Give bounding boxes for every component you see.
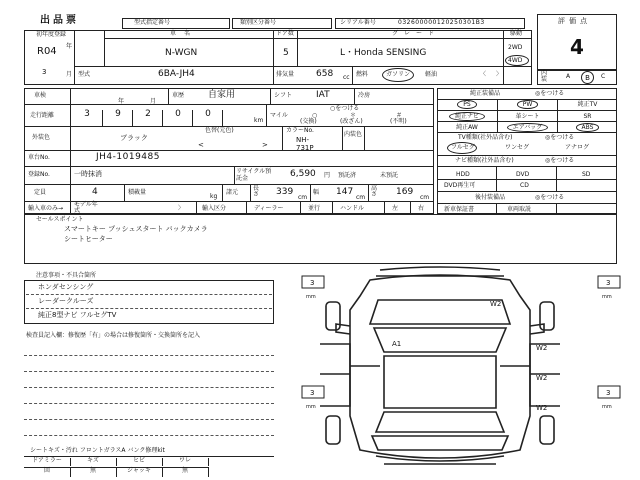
length-unit: cm: [298, 194, 308, 201]
inspector-note: 検査員記入欄：修復歴「有」の場合は修復箇所・交換箇所を記入: [26, 332, 201, 339]
recycle-value: 6,590: [290, 169, 316, 179]
warranty: 新車保証書: [444, 206, 475, 213]
fuel-gas: ガソリン: [386, 71, 411, 78]
load-unit: kg: [210, 193, 218, 200]
handle-label: ハンドル: [340, 205, 365, 212]
equipment-item: [437, 99, 497, 110]
tire-depth-unit: mm: [306, 294, 316, 300]
doors-value: 5: [283, 48, 289, 58]
tv-oneseg: ワンセグ: [505, 144, 530, 151]
drive-2wd: 2WD: [508, 44, 523, 51]
mileage-digit-cell: 2: [132, 110, 163, 126]
equipment-item-label: SR: [583, 113, 592, 120]
model-label: 型式: [78, 71, 91, 78]
car-name: N-WGN: [165, 48, 198, 58]
recycle-none: 未預託: [380, 172, 399, 179]
width-unit: cm: [356, 194, 366, 201]
serial-label: シリアル番号: [340, 19, 376, 26]
sales-point-2: シートヒーター: [64, 235, 113, 243]
damage-mark: W2: [536, 404, 548, 412]
equipment-item: [557, 99, 617, 110]
defect-header: キズ: [70, 458, 117, 466]
navi-sd: SD: [582, 171, 591, 178]
fuel-diesel: 軽油: [425, 71, 438, 78]
manual: 車両取説: [507, 206, 532, 213]
mileage-opt-tamper: (改ざん): [340, 118, 363, 125]
car-name-label: 車名: [170, 30, 199, 37]
year-unit: 年: [66, 43, 73, 50]
dealer-opt: ディーラー: [254, 205, 284, 212]
cert-label: 型式指定番号: [134, 19, 171, 26]
auction-sheet: 出品票 型式指定番号 類別区分番号 シリアル番号 032600000120250301B3 初年度登録 R04 年 3 月 車名 N-WGN ドア数 5 グレード L・Honda SENSING 駆動 2WD 4WD 型式 6BA-JH4 排気量 658 cc 燃料 ガソリン 軽油 〈 〉 評価点 4 内装 A B C 車検 車歴 自家用 シフト IAT 冷房 年 月 走行距離 3 9 2 0 0 km マイル ○をつける ○ ＊ ＃ (交換) (改ざん) (不明) 外装色 ブラック 色替(元色) < > カラーNo. NH-731P 内装色 車台No. JH4-1019485 登録No. 一時抹消 リサイクル預託金 6,590 円 預託済 未預託 定員 4 積載量 kg 諸元 長さ 339 cm 幅 147 cm 高さ 169 cm 輸入車のみ→ モデル年式 〉 輸入区分 ディーラー 並行 ハンドル 左 右 純正装備品 ◎をつける PS PW 純正TV 純正ナビ 革シート SR 純正AW エアバッグ ABS TV種類(社外品含む) ◎をつける フルセグ ワンセグ アナログ ナビ種類(社外品含む) ◎をつける HDD DVD SD DVD再生可 CD 後付装備品 ◎をつける 新車保証書 車両取説 セールスポイント スマートキー プッシュスタート バックカメラ シートヒーター 注意事項・不具合箇所 ホンダセンシング レーダークルーズ 純正8型ナビ フルセグTV 検査員記入欄：修復歴「有」の場合は修復箇所・交換箇所を記入 シートキズ・汚れ フロントガラスA バンク修理kit ドアミラー 回 キズ 無 ヒビ ジャッキ ワレ 無 3 mm 3 mm 3 mm 3 mm W2 A1 W2 W2 W2: [0, 0, 640, 480]
inspection-label: 車検: [34, 92, 47, 99]
chassis-label: 車台No.: [28, 154, 50, 161]
navi-title: ナビ種類(社外品含む): [455, 157, 514, 164]
month-unit-2: 月: [150, 98, 157, 105]
cc-label: 排気量: [276, 71, 295, 78]
serial-number: 032600000120250301B3: [398, 19, 485, 26]
sales-point-1: スマートキー プッシュスタート バックカメラ: [64, 225, 208, 233]
navi-note: ◎をつける: [545, 157, 575, 164]
equipment-item-label: PS: [457, 100, 476, 109]
equipment-item: [557, 121, 617, 132]
equipment-item-label: 純正TV: [577, 101, 598, 108]
defect-value: 回: [24, 467, 71, 477]
model-value: 6BA-JH4: [158, 69, 195, 79]
sheet-title: 出品票: [40, 15, 79, 26]
model-year-label: モデル年式: [74, 201, 98, 214]
score-label: 評価点: [558, 17, 591, 25]
fuel-label: 燃料: [356, 71, 369, 78]
defect-header: ワレ: [162, 458, 209, 466]
equipment-item: [497, 99, 557, 110]
doors-label: ドア数: [276, 30, 294, 37]
equipment-item: [437, 110, 497, 121]
length-value: 339: [276, 187, 294, 197]
size-label: 諸元: [226, 189, 239, 196]
equipment-item-label: 純正AW: [456, 124, 478, 131]
ac-label: 冷房: [358, 92, 371, 99]
interior-grade-c: C: [601, 73, 606, 80]
tire-depth-value: 3: [310, 279, 315, 287]
reg-no-label: 登録No.: [28, 171, 50, 178]
equipment-item-label: エアバッグ: [507, 123, 549, 132]
navi-cd: CD: [520, 182, 529, 189]
equipment-item-label: 純正ナビ: [449, 112, 485, 121]
import-label: 輸入車のみ→: [28, 205, 64, 212]
navi-dvd: DVD: [516, 171, 530, 178]
damage-mark: W2: [536, 374, 548, 382]
tire-depth-value: 3: [606, 279, 611, 287]
mileage-digit-cell: 0: [162, 110, 193, 126]
shift-value: IAT: [316, 90, 330, 100]
width-value: 147: [336, 187, 354, 197]
parallel-opt: 並行: [308, 205, 321, 212]
import-cat-label: 輸入区分: [202, 205, 227, 212]
month-unit: 月: [66, 71, 73, 78]
exterior-color-value: ブラック: [120, 134, 148, 142]
history-label: 車歴: [172, 92, 185, 99]
tv-note: ◎をつける: [545, 134, 575, 141]
reg-no-value: 一時抹消: [74, 170, 102, 178]
tv-fullseg: フルセグ: [451, 144, 475, 151]
defect-header: ヒビ: [116, 458, 163, 466]
bottom-note: シートキズ・汚れ フロントガラスA バンク修理kit: [30, 447, 165, 454]
interior-label: 内装: [541, 70, 548, 83]
color-no-label: カラーNo.: [286, 127, 314, 134]
mileage-opt-replace: (交換): [300, 118, 317, 125]
sales-point-label: セールスポイント: [36, 216, 84, 223]
height-label: 高さ: [371, 185, 378, 198]
mileage-unit: km: [254, 117, 264, 124]
damage-mark: W2: [490, 300, 502, 308]
mileage-label: 走行距離: [30, 112, 55, 119]
capacity-value: 4: [92, 187, 98, 197]
grade-label: グレード: [392, 30, 441, 37]
cc-unit: cc: [343, 74, 350, 81]
color-no-value: NH-731P: [296, 136, 314, 152]
equipment-item: [557, 110, 617, 121]
tv-title: TV種類(社外品含む): [458, 134, 513, 141]
after-note: ◎をつける: [535, 194, 565, 201]
tire-depth-value: 3: [310, 389, 315, 397]
after-title: 後付装備品: [475, 194, 506, 201]
color-change-label: 色替(元色): [205, 127, 234, 134]
equipment-item: [497, 121, 557, 132]
handle-right: 右: [418, 205, 425, 212]
capacity-label: 定員: [34, 189, 47, 196]
tire-depth-value: 3: [606, 389, 611, 397]
recycle-deposit: 預託済: [338, 172, 357, 179]
score-value: 4: [570, 35, 584, 59]
history-value: 自家用: [208, 90, 236, 100]
handle-left: 左: [392, 205, 399, 212]
note-line-2: レーダークルーズ: [38, 297, 94, 305]
equipment-item-label: PW: [517, 100, 539, 109]
tv-analog: アナログ: [565, 144, 590, 151]
shift-label: シフト: [274, 92, 293, 99]
equipment-title: 純正装備品: [470, 90, 501, 97]
mileage-digit-cell: 9: [102, 110, 133, 126]
load-label: 積載量: [128, 189, 147, 196]
class-label: 類別区分番号: [240, 19, 277, 26]
equipment-item-label: 革シート: [515, 113, 540, 120]
height-value: 169: [396, 187, 414, 197]
length-label: 長さ: [253, 185, 260, 198]
interior-grade-b: B: [581, 71, 594, 84]
interior-color-label: 内装色: [344, 131, 363, 138]
interior-grade-a: A: [566, 73, 571, 80]
navi-hdd: HDD: [456, 171, 470, 178]
year-unit-2: 年: [118, 98, 125, 105]
note-line-1: ホンダセンシング: [38, 283, 94, 291]
reg-year: R04: [37, 46, 57, 57]
recycle-unit: 円: [324, 172, 331, 179]
reg-month: 3: [42, 68, 47, 76]
mileage-digit-cell: 0: [192, 110, 223, 126]
mileage-digit-cell: 3: [84, 109, 90, 119]
car-damage-diagram: [280, 266, 640, 480]
defect-value: ジャッキ: [116, 467, 163, 477]
tire-depth-unit: mm: [602, 404, 612, 410]
cc-value: 658: [316, 69, 334, 79]
mileage-meter: マイル: [270, 112, 288, 119]
notes-title: 注意事項・不具合箇所: [36, 272, 97, 279]
chassis-value: JH4-1019485: [96, 152, 160, 162]
width-label: 幅: [313, 189, 320, 196]
equipment-item: [437, 121, 497, 132]
defect-header: ドアミラー: [24, 458, 71, 466]
first-reg-label: 初年度登録: [36, 31, 67, 38]
exterior-color-label: 外装色: [32, 134, 51, 141]
recycle-label: リサイクル預託金: [236, 168, 272, 182]
mileage-opt-unknown: (不明): [390, 118, 407, 125]
defect-value: 無: [70, 467, 117, 477]
navi-dvd-play: DVD再生可: [444, 182, 476, 189]
tire-depth-unit: mm: [306, 404, 316, 410]
note-line-3: 純正8型ナビ フルセグTV: [38, 311, 117, 319]
drive-4wd: 4WD: [508, 57, 523, 64]
damage-mark: A1: [392, 340, 402, 348]
grade-value: L・Honda SENSING: [340, 48, 427, 58]
mileage-digit-cell: [222, 110, 253, 126]
height-unit: cm: [420, 194, 430, 201]
drive-label: 駆動: [510, 30, 523, 37]
damage-mark: W2: [536, 344, 548, 352]
equipment-note: ◎をつける: [535, 90, 565, 97]
defect-value: 無: [162, 467, 209, 477]
equipment-item: [497, 110, 557, 121]
equipment-item-label: ABS: [576, 123, 600, 132]
tire-depth-unit: mm: [602, 294, 612, 300]
